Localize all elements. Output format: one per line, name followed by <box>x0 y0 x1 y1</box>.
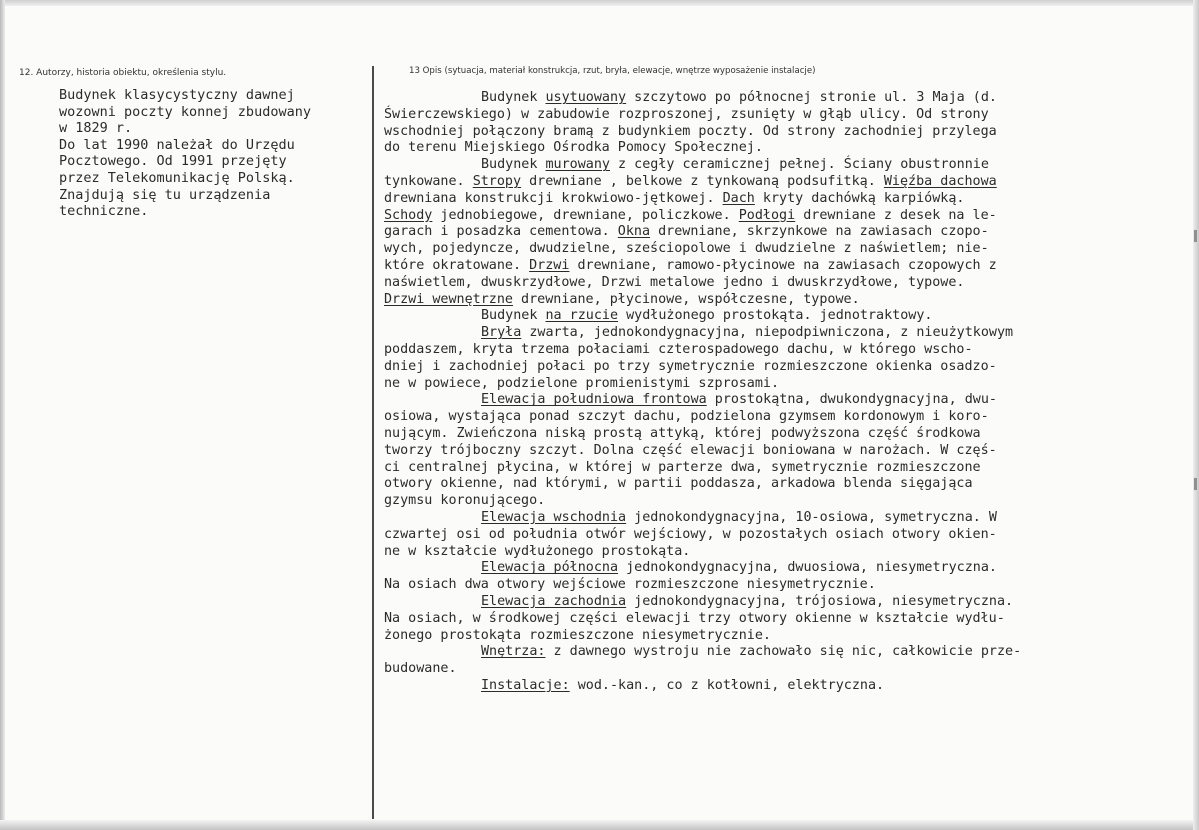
underlined-term: Elewacja południowa frontowa <box>481 392 707 408</box>
text-line: wozowni poczty konnej zbudowany <box>59 103 311 120</box>
text-line: Na osiach dwa otwory wejściowe rozmieszczone niesymetrycznie. <box>384 577 876 593</box>
section-13-body <box>384 90 1184 695</box>
text-line: tworzy trójboczny szczyt. Dolna część elewacji boniowana w narożach. W częś- <box>384 442 997 458</box>
underlined-term: Elewacja zachodnia <box>481 593 627 609</box>
text-line: ne w powiece, podzielone promienistymi szprosami. <box>384 375 780 391</box>
text-line: Pocztowego. Od 1991 przejęty <box>59 153 287 170</box>
text-line: techniczne. <box>59 203 149 220</box>
text-line: w 1829 r. <box>59 120 133 137</box>
scan-edge-mark <box>1194 478 1197 490</box>
text-line: Schody jednobiegowe, drewniane, policzkowe. Podłogi drewniane z desek na le- <box>384 207 997 223</box>
text-line: Drzwi wewnętrzne drewniane, płycinowe, współczesne, typowe. <box>384 291 860 307</box>
underlined-term: Schody <box>384 207 433 223</box>
underlined-term: Bryła <box>481 325 522 341</box>
text-line: Instalacje: wod.-kan., co z kotłowni, elektryczna. <box>481 677 885 693</box>
scan-edge-mark <box>1194 230 1197 242</box>
text-line: Znajdują się tu urządzenia <box>59 186 271 203</box>
underlined-term: Instalacje: <box>481 677 570 693</box>
underlined-term: Wnętrza: <box>481 644 546 660</box>
underlined-term: murowany <box>545 157 610 173</box>
text-line: Budynek klasycystyczny dawnej <box>59 87 295 103</box>
text-line: do terenu Miejskiego Ośrodka Pomocy Społecznej. <box>384 140 763 156</box>
text-line: Budynek murowany z cegły ceramicznej pełnej. Ściany obustronnie <box>481 157 989 173</box>
text-line: Na osiach, w środkowej części elewacji trzy otwory okienne w kształcie wydłu- <box>384 610 1005 626</box>
underlined-term: usytuowany <box>545 90 627 105</box>
text-line: ne w kształcie wydłużonego prostokąta. <box>384 543 691 559</box>
text-line: żonego prostokąta rozmieszczone niesymetrycznie. <box>384 627 771 643</box>
underlined-term: Drzwi <box>529 257 570 273</box>
underlined-term: Elewacja wschodnia <box>481 509 627 525</box>
section-13-heading: 13 Opis (sytuacja, materiał konstrukcja, rzut, bryła, elewacje, wnętrze wyposażenie instalacje) <box>409 66 816 76</box>
text-line: naświetlem, dwuskrzydłowe, Drzwi metalowe jedno i dwuskrzydłowe, typowe. <box>384 274 965 290</box>
text-line: Budynek na rzucie wydłużonego prostokąta. jednotraktowy. <box>481 308 933 324</box>
text-line: dniej i zachodniej połaci po trzy symetrycznie rozmieszczone okienka osadzo- <box>384 358 997 374</box>
section-12-body <box>59 87 369 220</box>
text-line: drewniana konstrukcji krokwiowo-jętkowej. Dach kryty dachówką karpiówką. <box>384 190 965 206</box>
text-line: osiowa, wystająca ponad szczyt dachu, podzielona gzymsem kordonowym i koro- <box>384 409 989 425</box>
text-line: które okratowane. Drzwi drewniane, ramowo-płycinowe na zawiasach czopowych z <box>384 257 997 273</box>
text-line: czwartej osi od południa otwór wejściowy, w pozostałych osiach otwory okien- <box>384 526 997 542</box>
underlined-term: na rzucie <box>545 308 619 324</box>
underlined-term: Stropy <box>472 173 522 189</box>
scan-edge-left <box>0 0 5 830</box>
text-line: Elewacja północna jednokondygnacyjna, dwuosiowa, niesymetryczna. <box>481 560 997 576</box>
text-line: gzymsu koronującego. <box>384 493 546 509</box>
text-line: Elewacja południowa frontowa prostokątna, dwukondygnacyjna, dwu- <box>481 392 997 408</box>
text-line: Budynek usytuowany szczytowo po północnej stronie ul. 3 Maja (d. <box>481 90 997 105</box>
text-line: przez Telekomunikację Polską. <box>59 169 295 186</box>
text-line: Bryła zwarta, jednokondygnacyjna, niepodpiwniczona, z nieużytkowym <box>481 325 1014 341</box>
underlined-term: Dach <box>722 190 755 206</box>
text-line: Elewacja zachodnia jednokondygnacyjna, trójosiowa, niesymetryczna. <box>481 593 1014 609</box>
text-line: budowane. <box>384 661 457 677</box>
text-line: garach i posadzka cementowa. Okna drewniane, skrzynkowe na zawiasach czopo- <box>384 224 989 240</box>
underlined-term: Okna <box>617 224 651 240</box>
text-line: otwory okienne, nad którymi, w partii poddasza, arkadowa blenda sięgająca <box>384 476 973 492</box>
text-line: ci centralnej płycina, w której w parterze dwa, symetrycznie rozmieszczone <box>384 459 981 475</box>
underlined-term: Drzwi wewnętrzne <box>384 291 513 307</box>
text-line: wych, pojedyncze, dwudzielne, sześciopolowe i dwudzielne z naświetlem; nie- <box>384 241 989 257</box>
text-line: Do lat 1990 należał do Urzędu <box>59 136 295 153</box>
underlined-term: Podłogi <box>738 207 796 223</box>
section-12-heading: 12. Autorzy, historia obiektu, określenia stylu. <box>19 68 227 78</box>
column-divider <box>372 66 374 819</box>
underlined-term: Więźba dachowa <box>883 173 997 189</box>
text-line: Świerczewskiego) w zabudowie rozproszonej, zsunięty w głąb ulicy. Od strony <box>384 106 989 122</box>
scan-edge-right <box>1193 0 1199 830</box>
underlined-term: Elewacja północna <box>481 560 619 576</box>
text-line: nującym. Zwieńczona niską prostą attyką, której podwyższona część środkowa <box>384 425 981 441</box>
text-line: Wnętrza: z dawnego wystroju nie zachowało się nic, całkowicie prze- <box>481 644 1022 660</box>
text-line: Elewacja wschodnia jednokondygnacyjna, 10-osiowa, symetryczna. W <box>481 509 997 525</box>
scan-edge-bottom <box>0 820 1199 830</box>
scan-edge-top <box>0 0 1199 6</box>
text-line: wschodniej połączony bramą z budynkiem poczty. Od strony zachodniej przylega <box>384 123 997 139</box>
text-line: tynkowane. Stropy drewniane , belkowe z tynkowaną podsufitką. Więźba dachowa <box>384 173 997 189</box>
text-line: poddaszem, kryta trzema połaciami czterospadowego dachu, w którego wscho- <box>384 341 973 357</box>
